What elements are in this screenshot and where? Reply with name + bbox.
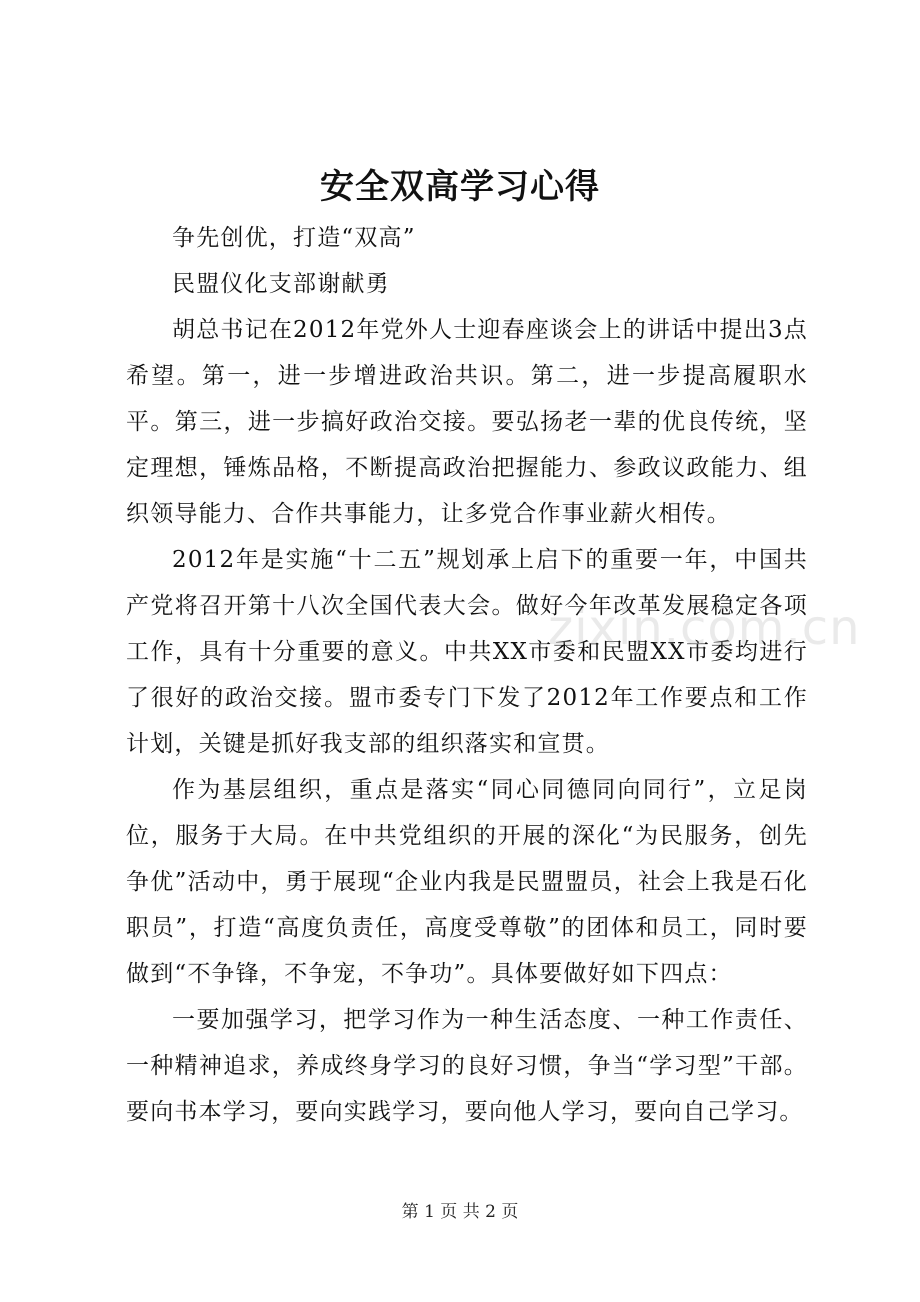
paragraph: 作为基层组织，重点是落实“同心同德同向同行”，立足岗位，服务于大局。在中共党组织的开展的深化“为民服务，创先争优”活动中，勇于展现“企业内我是民盟盟员，社会上我是石化职员”，打造“高度负责任，高度受尊敬”的团体和员工，同时要做到“不争锋，不争宠，不争功”。具体要做好如下四点： [126,777,808,987]
watermark: zixin.com.cn [548,600,861,656]
page-footer: 第 1 页 共 2 页 [401,1202,519,1222]
document-title: 安全双高学习心得 [320,167,600,207]
paragraph: 胡总书记在2012年党外人士迎春座谈会上的讲话中提出3点希望。第一，进一步增进政治共识。第二，进一步提高履职水平。第三，进一步搞好政治交接。要弘扬老一辈的优良传统，坚定理想，锤炼品格，不断提高政治把握能力、参政议政能力、组织领导能力、合作共事能力，让多党合作事业薪火相传。 [126,317,808,527]
document-body [126,215,808,1135]
paragraph-author: 民盟仪化支部谢献勇 [172,271,390,297]
paragraph: 2012年是实施“十二五”规划承上启下的重要一年，中国共产党将召开第十八次全国代表大会。做好今年改革发展稳定各项工作，具有十分重要的意义。中共XX市委和民盟XX市委均进行了很好的政治交接。盟市委专门下发了2012年工作要点和工作计划，关键是抓好我支部的组织落实和宣贯。 [126,547,808,757]
paragraph-subtitle: 争先创优，打造“双高” [172,225,416,251]
paragraph: 一要加强学习，把学习作为一种生活态度、一种工作责任、一种精神追求，养成终身学习的良好习惯，争当“学习型”干部。要向书本学习，要向实践学习，要向他人学习，要向自己学习。 [126,1007,808,1125]
